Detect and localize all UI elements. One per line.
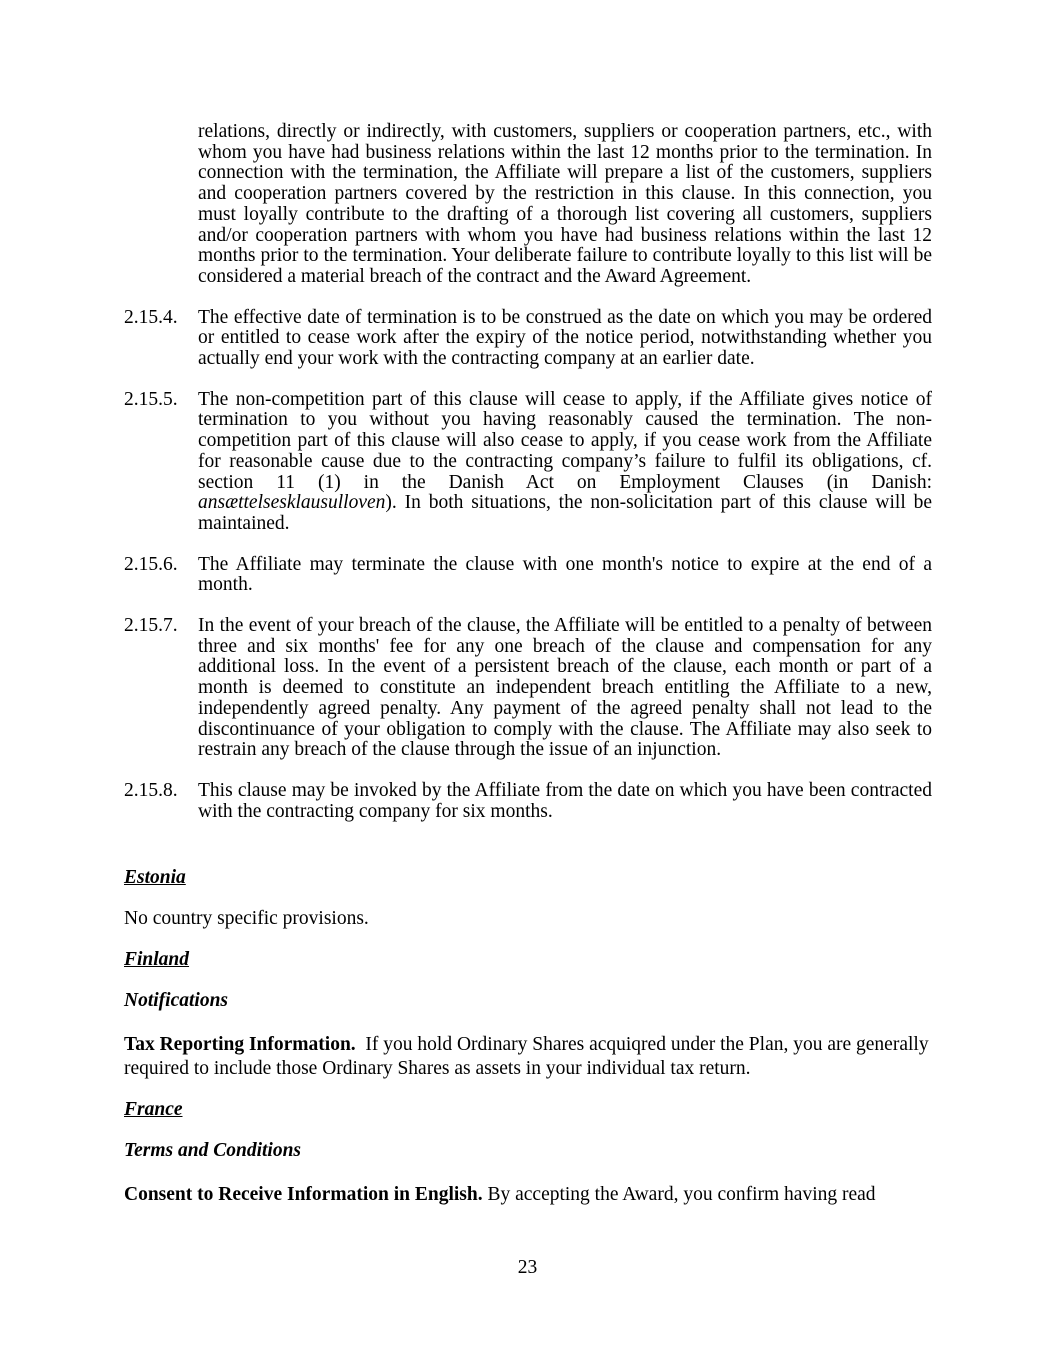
section-heading-france: France xyxy=(124,1099,183,1121)
estonia-text: No country specific provisions. xyxy=(124,908,369,930)
clause-number: 2.15.5. xyxy=(124,388,178,410)
france-subheading: Terms and Conditions xyxy=(124,1140,302,1162)
clause-2-15-6 xyxy=(124,555,932,596)
paragraph-text: If you hold Ordinary Shares acquiqred under the Plan, you are generally required to include those Ordinary Shares as assets in your individual tax return. xyxy=(124,1034,929,1080)
paragraph-lead: Tax Reporting Information. xyxy=(124,1034,356,1056)
clause-text: The effective date of termination is to be construed as the date on which you may be ordered or entitled to cease work after the expiry of the notice period, notwithstanding whether you actually end your work with the contracting company at an earlier date. xyxy=(198,306,932,370)
clause-text: In the event of your breach of the clause, the Affiliate will be entitled to a penalty of between three and six months' fee for any one breach of the clause and compensation for any additional loss. In the event of a persistent breach of the clause, each month or part of a month is deemed to constitute an independent breach entitling the Affiliate to a new, independently agreed penalty. Any payment of the agreed penalty shall not lead to the discontinuance of your obligation to comply with the clause. The Affiliate may also seek to restrain any breach of the clause through the issue of an injunction. xyxy=(198,615,932,761)
document-page xyxy=(124,122,932,1207)
paragraph-lead: Consent to Receive Information in English. xyxy=(124,1184,483,1206)
page-number: 23 xyxy=(517,1257,538,1278)
paragraph-text: By accepting the Award, you confirm having read xyxy=(487,1184,876,1206)
clause-italic-term: ansættelsesklausulloven xyxy=(198,492,386,514)
finland-paragraph xyxy=(124,1033,932,1081)
france-paragraph xyxy=(124,1183,932,1207)
clause-number: 2.15.6. xyxy=(124,553,178,575)
clause-text: The Affiliate may terminate the clause with one month's notice to expire at the end of a month. xyxy=(198,553,932,596)
clause-number: 2.15.4. xyxy=(124,306,178,328)
clause-number: 2.15.7. xyxy=(124,615,178,637)
finland-subheading: Notifications xyxy=(124,990,229,1012)
clause-2-15-4 xyxy=(124,308,932,370)
clause-text: ). In both situations, the non-solicitation part of this clause will be maintained. xyxy=(198,492,932,534)
clause-2-15-5 xyxy=(124,390,932,535)
clause-text: This clause may be invoked by the Affiliate from the date on which you have been contracted with the contracting company for six months. xyxy=(198,779,932,822)
clause-continuation: relations, directly or indirectly, with customers, suppliers or cooperation partners, etc., with whom you have had business relations within the last 12 months prior to the termination. In connection with the termination, the Affiliate will prepare a list of the customers, suppliers and cooperation partners covered by the restriction in this clause. In this connection, you must loyally contribute to the drafting of a thorough list covering all customers, suppliers and/or cooperation partners with whom you have had business relations within the last 12 months prior to the termination. Your deliberate failure to contribute loyally to this list will be considered a material breach of the contract and the Award Agreement. xyxy=(198,121,932,287)
clause-number: 2.15.8. xyxy=(124,779,178,801)
section-heading-estonia: Estonia xyxy=(124,867,186,889)
section-heading-finland: Finland xyxy=(124,949,190,971)
clause-2-15-8 xyxy=(124,781,932,822)
clause-2-15-7 xyxy=(124,616,932,761)
clause-text: The non-competition part of this clause will cease to apply, if the Affiliate gives notice of termination to you without you having reasonably caused the termination. The non-competition part of this clause will also cease to apply, if you cease work from the Affiliate for reasonable cause due to the contracting company’s failure to fulfil its obligations, cf. section 11 (1) in the Danish Act on Employment Clauses (in Danish: xyxy=(198,388,932,493)
